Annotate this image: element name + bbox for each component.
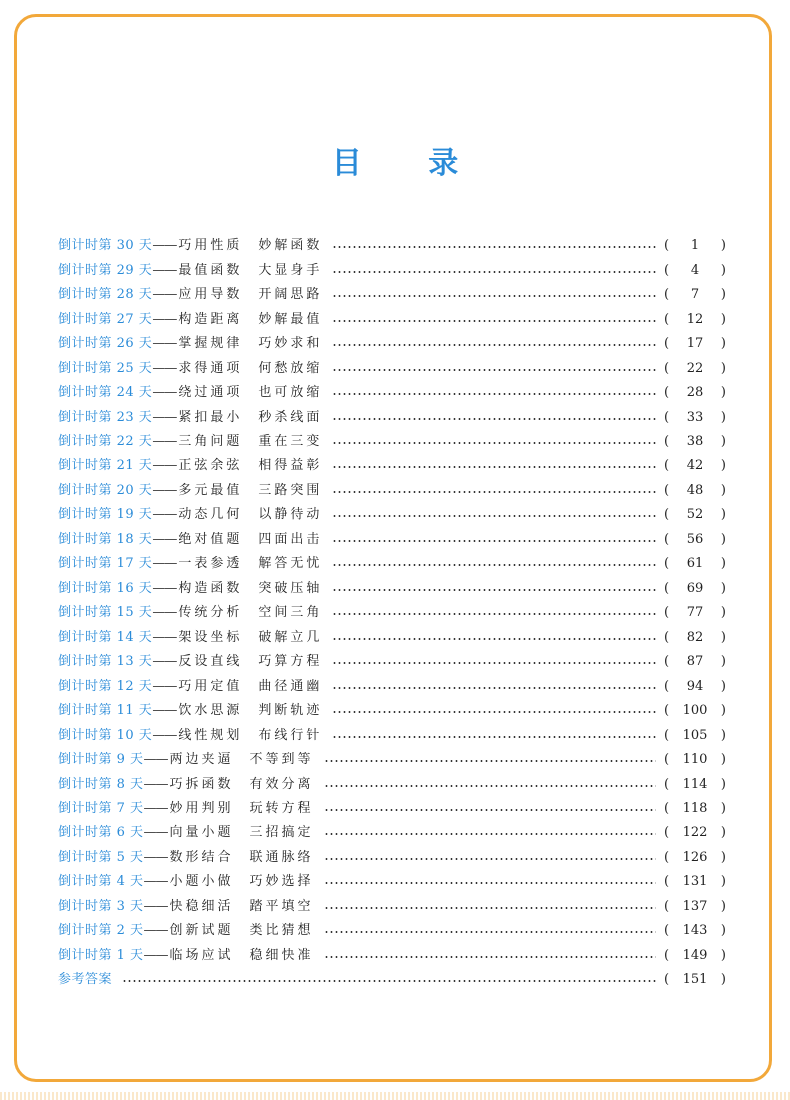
toc-entry-topic: 线性规划 布线行针	[178, 727, 323, 743]
toc-entry-day: 倒计时第 14 天	[58, 629, 153, 645]
toc-entry[interactable]	[58, 895, 726, 919]
dot-leader	[332, 687, 656, 689]
toc-entry-topic: 求得通项 何愁放缩	[178, 360, 323, 376]
dot-leader	[324, 785, 656, 787]
paren-close: )	[720, 507, 726, 523]
toc-entry-page	[664, 870, 726, 894]
toc-entry-page	[664, 357, 726, 381]
paren-open: (	[664, 433, 670, 449]
toc-entry-separator: ——	[143, 801, 168, 817]
paren-open: (	[664, 531, 670, 547]
page-title: 目 录	[331, 146, 487, 181]
paren-open: (	[664, 678, 670, 694]
toc-entry-day: 倒计时第 27 天	[58, 311, 153, 327]
toc-entry-day: 倒计时第 30 天	[58, 238, 153, 254]
toc-entry-separator: ——	[152, 360, 177, 376]
toc-entry-separator: ——	[152, 703, 177, 719]
paren-close: )	[720, 947, 726, 963]
paren-open: (	[664, 580, 670, 596]
paren-close: )	[720, 262, 726, 278]
page-number: 38	[686, 433, 704, 449]
toc-entry-topic: 两边夹逼 不等到等	[169, 752, 314, 768]
table-of-contents	[58, 234, 726, 993]
page-number: 151	[682, 972, 708, 988]
toc-entry[interactable]	[58, 479, 726, 503]
page-number: 100	[682, 703, 708, 719]
toc-entry-topic: 饮水思源 判断轨迹	[178, 703, 323, 719]
toc-entry-topic: 绕过通项 也可放缩	[178, 385, 323, 401]
toc-entry[interactable]	[58, 944, 726, 968]
paren-open: (	[664, 458, 670, 474]
paren-close: )	[720, 311, 726, 327]
dot-leader	[122, 980, 656, 982]
toc-entry-topic: 向量小题 三招搞定	[169, 825, 314, 841]
toc-entry-page	[664, 821, 726, 845]
paren-close: )	[720, 287, 726, 303]
page-number: 61	[686, 556, 704, 572]
dot-leader	[332, 295, 656, 297]
paren-close: )	[720, 898, 726, 914]
page-number: 118	[682, 801, 708, 817]
paren-open: (	[664, 801, 670, 817]
toc-entry-separator: ——	[143, 898, 168, 914]
toc-entry[interactable]	[58, 234, 726, 258]
page-number: 114	[682, 776, 708, 792]
toc-entry-separator: ——	[152, 311, 177, 327]
paren-close: )	[720, 531, 726, 547]
toc-entry-page	[664, 846, 726, 870]
paren-close: )	[720, 678, 726, 694]
paren-open: (	[664, 507, 670, 523]
dot-leader	[324, 907, 656, 909]
toc-entry-day: 倒计时第 19 天	[58, 507, 153, 523]
toc-entry[interactable]	[58, 454, 726, 478]
dot-leader	[332, 320, 656, 322]
toc-entry-topic: 绝对值题 四面出击	[178, 531, 323, 547]
paren-open: (	[664, 311, 670, 327]
page-number: 105	[682, 727, 708, 743]
toc-entry[interactable]	[58, 748, 726, 772]
toc-entry-topic: 快稳细活 踏平填空	[169, 898, 314, 914]
toc-entry-separator: ——	[152, 531, 177, 547]
dot-leader	[332, 540, 656, 542]
paren-open: (	[664, 605, 670, 621]
toc-entry-topic: 创新试题 类比猜想	[169, 923, 314, 939]
paren-close: )	[720, 923, 726, 939]
paren-open: (	[664, 752, 670, 768]
toc-entry-page	[664, 283, 726, 307]
paren-open: (	[664, 972, 670, 988]
toc-entry[interactable]	[58, 283, 726, 307]
dot-leader	[324, 809, 656, 811]
toc-entry-separator: ——	[152, 482, 177, 498]
toc-entry-topic: 反设直线 巧算方程	[178, 654, 323, 670]
toc-entry-page	[664, 552, 726, 576]
toc-entry-page	[664, 406, 726, 430]
paren-open: (	[664, 947, 670, 963]
dot-leader	[332, 491, 656, 493]
toc-entry-day: 倒计时第 10 天	[58, 727, 153, 743]
paren-open: (	[664, 654, 670, 670]
toc-entry-day: 倒计时第 16 天	[58, 580, 153, 596]
paren-close: )	[720, 238, 726, 254]
toc-entry-page	[664, 308, 726, 332]
toc-entry-day: 倒计时第 17 天	[58, 556, 153, 572]
page-number: 82	[686, 629, 704, 645]
toc-entry-day: 倒计时第 29 天	[58, 262, 153, 278]
toc-entry-separator: ——	[152, 507, 177, 523]
page-number: 22	[686, 360, 704, 376]
toc-entry-day: 倒计时第 15 天	[58, 605, 153, 621]
toc-entry-separator: ——	[143, 923, 168, 939]
page-number: 17	[686, 336, 704, 352]
toc-entry-topic: 紧扣最小 秒杀线面	[178, 409, 323, 425]
paren-open: (	[664, 703, 670, 719]
paren-close: )	[720, 972, 726, 988]
toc-entry-topic: 一表参透 解答无忧	[178, 556, 323, 572]
paren-open: (	[664, 849, 670, 865]
paren-open: (	[664, 336, 670, 352]
dot-leader	[332, 344, 656, 346]
paren-close: )	[720, 556, 726, 572]
toc-entry-day: 倒计时第 13 天	[58, 654, 153, 670]
paren-close: )	[720, 458, 726, 474]
toc-entry[interactable]	[58, 846, 726, 870]
dot-leader	[332, 393, 656, 395]
paren-close: )	[720, 580, 726, 596]
page-number: 149	[682, 947, 708, 963]
dot-leader	[332, 711, 656, 713]
toc-entry-separator: ——	[152, 458, 177, 474]
toc-entry-page	[664, 626, 726, 650]
toc-entry[interactable]	[58, 577, 726, 601]
dot-leader	[332, 466, 656, 468]
toc-entry-topic: 架设坐标 破解立几	[178, 629, 323, 645]
toc-entry-page	[664, 968, 726, 992]
toc-entry-separator: ——	[152, 629, 177, 645]
dot-leader	[332, 271, 656, 273]
toc-entry[interactable]	[58, 405, 726, 429]
paren-open: (	[664, 923, 670, 939]
paren-open: (	[664, 776, 670, 792]
toc-entry[interactable]	[58, 258, 726, 282]
toc-entry-topic: 构造距离 妙解最值	[178, 311, 323, 327]
toc-entry-page	[664, 797, 726, 821]
toc-entry-day: 倒计时第 18 天	[58, 531, 153, 547]
toc-entry-separator: ——	[143, 947, 168, 963]
toc-entry-day: 倒计时第 1 天	[58, 947, 144, 963]
toc-entry-separator: ——	[152, 556, 177, 572]
dot-leader	[332, 662, 656, 664]
toc-entry-separator: ——	[152, 409, 177, 425]
paren-close: )	[720, 605, 726, 621]
paren-open: (	[664, 262, 670, 278]
toc-entry[interactable]	[58, 601, 726, 625]
toc-entry-page	[664, 748, 726, 772]
toc-entry-page	[664, 773, 726, 797]
toc-entry-day: 倒计时第 2 天	[58, 923, 144, 939]
toc-entry-separator: ——	[143, 752, 168, 768]
page-number: 126	[682, 849, 708, 865]
paren-close: )	[720, 409, 726, 425]
paren-close: )	[720, 727, 726, 743]
toc-entry[interactable]	[58, 821, 726, 845]
toc-entry-page	[664, 699, 726, 723]
paren-close: )	[720, 629, 726, 645]
toc-entry-separator: ——	[152, 580, 177, 596]
toc-entry[interactable]	[58, 528, 726, 552]
toc-entry-day: 倒计时第 11 天	[58, 703, 153, 719]
toc-entry[interactable]	[58, 772, 726, 796]
toc-entry-separator: ——	[152, 654, 177, 670]
page-number: 87	[686, 654, 704, 670]
toc-entry-day: 倒计时第 21 天	[58, 458, 153, 474]
paren-close: )	[720, 336, 726, 352]
toc-entry-day: 倒计时第 24 天	[58, 385, 153, 401]
toc-entry-page	[664, 577, 726, 601]
toc-entry-page	[664, 503, 726, 527]
paren-close: )	[720, 801, 726, 817]
page-number: 12	[686, 311, 704, 327]
dot-leader	[332, 369, 656, 371]
page-number: 77	[686, 605, 704, 621]
toc-entry-topic: 巧用定值 曲径通幽	[178, 678, 323, 694]
paren-open: (	[664, 287, 670, 303]
page-number: 42	[686, 458, 704, 474]
page-number: 1	[690, 238, 700, 254]
paren-close: )	[720, 385, 726, 401]
paren-open: (	[664, 238, 670, 254]
dot-leader	[324, 931, 656, 933]
toc-entry-page	[664, 234, 726, 258]
toc-entry-day: 倒计时第 20 天	[58, 482, 153, 498]
page-number: 33	[686, 409, 704, 425]
toc-entry-day: 倒计时第 3 天	[58, 898, 144, 914]
dot-leader	[324, 833, 656, 835]
toc-entry-separator: ——	[143, 874, 168, 890]
toc-entry-separator: ——	[152, 433, 177, 449]
toc-entry-page	[664, 479, 726, 503]
toc-entry-separator: ——	[152, 262, 177, 278]
page-number: 137	[682, 898, 708, 914]
toc-entry[interactable]	[58, 552, 726, 576]
toc-entry-topic: 三角问题 重在三变	[178, 433, 323, 449]
page-number: 48	[686, 482, 704, 498]
page-number: 131	[682, 874, 708, 890]
toc-entry-separator: ——	[152, 605, 177, 621]
toc-entry-page	[664, 675, 726, 699]
dot-leader	[324, 956, 656, 958]
page-number: 122	[682, 825, 708, 841]
dot-leader	[332, 564, 656, 566]
toc-entry-topic: 妙用判别 玩转方程	[169, 801, 314, 817]
paren-close: )	[720, 360, 726, 376]
toc-entry-page	[664, 332, 726, 356]
page-number: 94	[686, 678, 704, 694]
toc-entry[interactable]	[58, 699, 726, 723]
toc-entry[interactable]	[58, 430, 726, 454]
paren-open: (	[664, 409, 670, 425]
toc-entry[interactable]	[58, 723, 726, 747]
toc-entry-page	[664, 259, 726, 283]
toc-entry-separator: ——	[143, 849, 168, 865]
paren-close: )	[720, 752, 726, 768]
toc-entry-page	[664, 650, 726, 674]
toc-entry[interactable]	[58, 674, 726, 698]
toc-entry-day: 倒计时第 22 天	[58, 433, 153, 449]
toc-entry-topic: 最值函数 大显身手	[178, 262, 323, 278]
dot-leader	[324, 858, 656, 860]
dot-leader	[332, 589, 656, 591]
dot-leader	[324, 760, 656, 762]
paren-open: (	[664, 360, 670, 376]
dot-leader	[332, 442, 656, 444]
paren-open: (	[664, 825, 670, 841]
toc-entry-day: 倒计时第 23 天	[58, 409, 153, 425]
paren-close: )	[720, 654, 726, 670]
paren-close: )	[720, 874, 726, 890]
toc-entry-topic: 多元最值 三路突围	[178, 482, 323, 498]
toc-entry[interactable]	[58, 626, 726, 650]
page-number: 4	[690, 262, 700, 278]
toc-entry-topic: 应用导数 开阔思路	[178, 287, 323, 303]
dot-leader	[332, 246, 656, 248]
toc-entry-separator: ——	[143, 776, 168, 792]
paren-close: )	[720, 703, 726, 719]
toc-entry-page	[664, 454, 726, 478]
paren-close: )	[720, 776, 726, 792]
toc-entry-page	[664, 944, 726, 968]
toc-entry-day: 倒计时第 5 天	[58, 849, 144, 865]
toc-entry-topic: 小题小做 巧妙选择	[169, 874, 314, 890]
toc-entry-topic: 正弦余弦 相得益彰	[178, 458, 323, 474]
toc-entry-page	[664, 919, 726, 943]
toc-entry-day: 倒计时第 6 天	[58, 825, 144, 841]
toc-entry-day: 倒计时第 28 天	[58, 287, 153, 303]
paren-close: )	[720, 482, 726, 498]
paren-close: )	[720, 849, 726, 865]
toc-entry-day: 倒计时第 8 天	[58, 776, 144, 792]
toc-entry-separator: ——	[152, 238, 177, 254]
toc-entry-page	[664, 724, 726, 748]
toc-entry-topic: 临场应试 稳细快准	[169, 947, 314, 963]
toc-entry-page	[664, 381, 726, 405]
toc-entry[interactable]	[58, 650, 726, 674]
toc-entry-label: 参考答案	[58, 972, 113, 988]
paren-close: )	[720, 433, 726, 449]
page-number: 7	[690, 287, 700, 303]
toc-entry-answers[interactable]	[58, 968, 726, 992]
toc-entry[interactable]	[58, 332, 726, 356]
page-number: 143	[682, 923, 708, 939]
toc-entry-day: 倒计时第 9 天	[58, 752, 144, 768]
page-number: 110	[682, 752, 708, 768]
toc-entry-separator: ——	[152, 287, 177, 303]
toc-entry-separator: ——	[152, 336, 177, 352]
page-number: 69	[686, 580, 704, 596]
toc-entry[interactable]	[58, 919, 726, 943]
paren-open: (	[664, 898, 670, 914]
toc-entry-day: 倒计时第 26 天	[58, 336, 153, 352]
dot-leader	[332, 613, 656, 615]
toc-entry-topic: 巧用性质 妙解函数	[178, 238, 323, 254]
toc-entry-day: 倒计时第 12 天	[58, 678, 153, 694]
dot-leader	[332, 418, 656, 420]
dot-leader	[332, 736, 656, 738]
page-number: 52	[686, 507, 704, 523]
toc-entry-page	[664, 895, 726, 919]
toc-entry-separator: ——	[152, 385, 177, 401]
toc-entry[interactable]	[58, 381, 726, 405]
toc-entry[interactable]	[58, 503, 726, 527]
dot-leader	[324, 882, 656, 884]
paren-open: (	[664, 556, 670, 572]
toc-entry-separator: ——	[152, 678, 177, 694]
paren-open: (	[664, 482, 670, 498]
toc-entry[interactable]	[58, 356, 726, 380]
paren-open: (	[664, 874, 670, 890]
toc-entry-page	[664, 430, 726, 454]
toc-entry-topic: 巧拆函数 有效分离	[169, 776, 314, 792]
paren-open: (	[664, 629, 670, 645]
paren-close: )	[720, 825, 726, 841]
bottom-edge	[0, 1092, 790, 1100]
toc-entry-day: 倒计时第 7 天	[58, 801, 144, 817]
toc-entry-page	[664, 528, 726, 552]
toc-entry[interactable]	[58, 307, 726, 331]
page-number: 28	[686, 385, 704, 401]
paren-open: (	[664, 385, 670, 401]
toc-entry-separator: ——	[152, 727, 177, 743]
toc-entry[interactable]	[58, 870, 726, 894]
dot-leader	[332, 515, 656, 517]
toc-entry-topic: 动态几何 以静待动	[178, 507, 323, 523]
toc-entry-separator: ——	[143, 825, 168, 841]
toc-entry-topic: 掌握规律 巧妙求和	[178, 336, 323, 352]
dot-leader	[332, 638, 656, 640]
page-number: 56	[686, 531, 704, 547]
toc-entry-day: 倒计时第 25 天	[58, 360, 153, 376]
toc-entry[interactable]	[58, 797, 726, 821]
toc-entry-topic: 传统分析 空间三角	[178, 605, 323, 621]
toc-entry-topic: 构造函数 突破压轴	[178, 580, 323, 596]
toc-entry-page	[664, 601, 726, 625]
toc-entry-topic: 数形结合 联通脉络	[169, 849, 314, 865]
paren-open: (	[664, 727, 670, 743]
toc-entry-day: 倒计时第 4 天	[58, 874, 144, 890]
